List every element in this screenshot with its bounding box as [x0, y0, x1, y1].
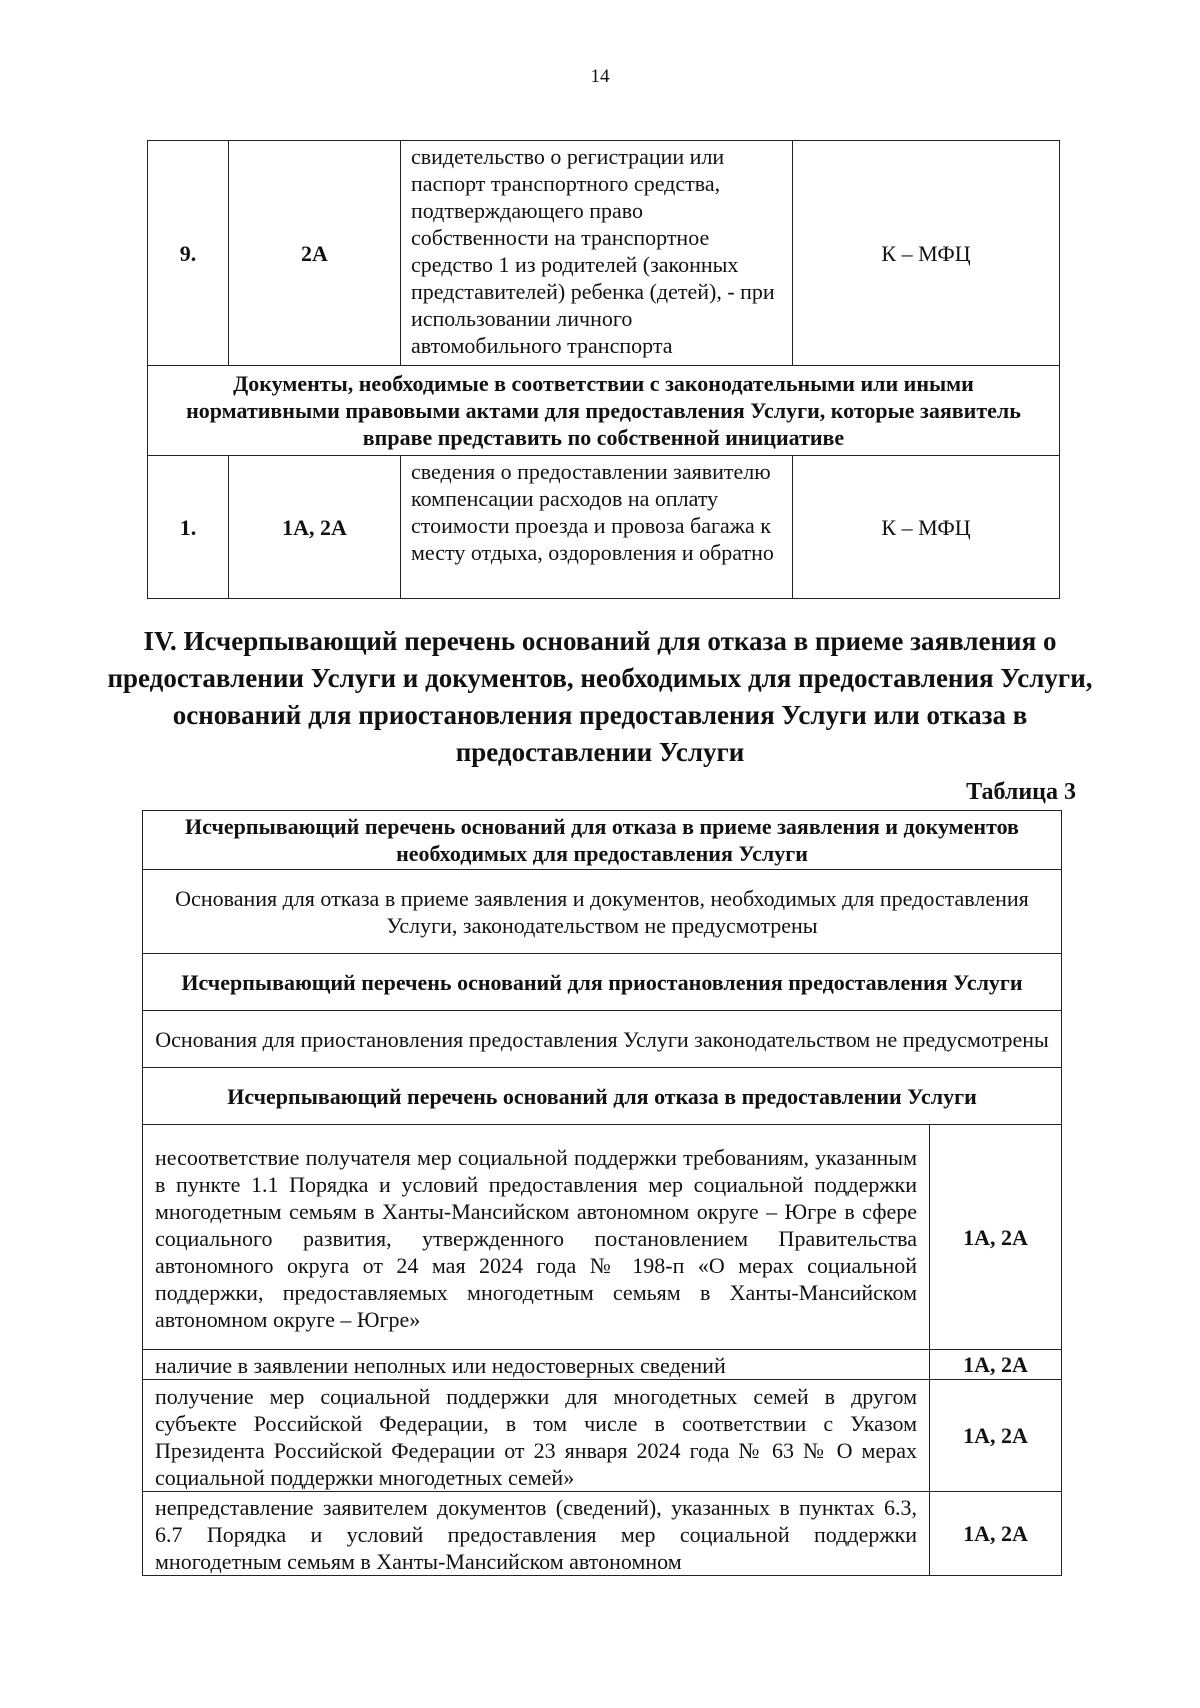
category-code: 1А, 2А	[930, 1350, 1062, 1380]
refusal-heading: Исчерпывающий перечень оснований для отказа в предоставлении Услуги	[143, 1068, 1062, 1125]
category-code: 1А, 2А	[930, 1492, 1062, 1576]
document-name: сведения о предоставлении заявителю компенсации расходов на оплату стоимости проезда и провоза багажа к месту отдыха, оздоровления и обратно	[401, 456, 793, 599]
refusal-reason: получение мер социальной поддержки для многодетных семей в другом субъекте Российской Федерации, в том числе в соответствии с Указом Президента Российской Федерации от 23 января 2024 года № 63 № О мерах социальной поддержки многодетных семей»	[143, 1380, 930, 1492]
refusal-reason: наличие в заявлении неполных или недостоверных сведений	[143, 1350, 930, 1380]
category-code: 1А, 2А	[229, 456, 401, 599]
suspension-heading: Исчерпывающий перечень оснований для приостановления предоставления Услуги	[143, 954, 1062, 1011]
table-row	[143, 1492, 1062, 1576]
category-code: 1А, 2А	[930, 1380, 1062, 1492]
document-name: свидетельство о регистрации или паспорт транспортного средства, подтверждающего право собственности на транспортное средство 1 из родителей (законных представителей) ребенка (детей), - при использовании личного автомобильного транспорта	[401, 141, 793, 366]
grounds-table	[142, 810, 1062, 1576]
suspension-note: Основания для приостановления предоставления Услуги законодательством не предусмотрены	[143, 1011, 1062, 1068]
refusal-intake-note: Основания для отказа в приеме заявления и документов, необходимых для предоставления Услуги, законодательством не предусмотрены	[143, 870, 1062, 954]
section-row	[148, 366, 1060, 456]
refusal-reason: несоответствие получателя мер социальной поддержки требованиям, указанным в пункте 1.1 Порядка и условий предоставления мер социальной поддержки многодетным семьям в Ханты-Мансийском автономном округе – Югре в сфере социального развития, утвержденного постановлением Правительства автономного округа от 24 мая 2024 года № 198-п «О мерах социальной поддержки, предоставляемых многодетным семьям в Ханты-Мансийском автономном округе – Югре»	[143, 1125, 930, 1350]
section-heading: IV. Исчерпывающий перечень оснований для отказа в приеме заявления о предоставлении Услуги и документов, необходимых для предоставления Услуги, оснований для приостановления предоставления Услуги или отказа в предоставлении Услуги	[107, 626, 1093, 767]
refusal-intake-heading: Исчерпывающий перечень оснований для отказа в приеме заявления и документов необходимых для предоставления Услуги	[143, 811, 1062, 870]
table-row	[143, 954, 1062, 1011]
category-code: 2А	[229, 141, 401, 366]
table-row	[143, 1011, 1062, 1068]
category-code: 1А, 2А	[930, 1125, 1062, 1350]
table-row	[143, 1125, 1062, 1350]
table-row	[148, 456, 1060, 599]
row-number: 1.	[148, 456, 229, 599]
refusal-reason: непредставление заявителем документов (сведений), указанных в пунктах 6.3, 6.7 Порядка и условий предоставления мер социальной поддержки многодетным семьям в Ханты-Мансийском автономном	[143, 1492, 930, 1576]
table-row	[143, 1380, 1062, 1492]
table-caption: Таблица 3	[966, 779, 1076, 805]
section-title: Документы, необходимые в соответствии с законодательными или иными нормативными правовыми актами для предоставления Услуги, которые заявитель вправе представить по собственной инициативе	[148, 366, 1060, 456]
documents-table	[147, 140, 1060, 599]
table-row	[143, 811, 1062, 870]
submission-place: К – МФЦ	[793, 141, 1060, 366]
table-row	[143, 870, 1062, 954]
table-row	[143, 1068, 1062, 1125]
submission-place: К – МФЦ	[793, 456, 1060, 599]
table-row	[143, 1350, 1062, 1380]
row-number: 9.	[148, 141, 229, 366]
table-row	[148, 141, 1060, 366]
page-number: 14	[590, 66, 610, 87]
